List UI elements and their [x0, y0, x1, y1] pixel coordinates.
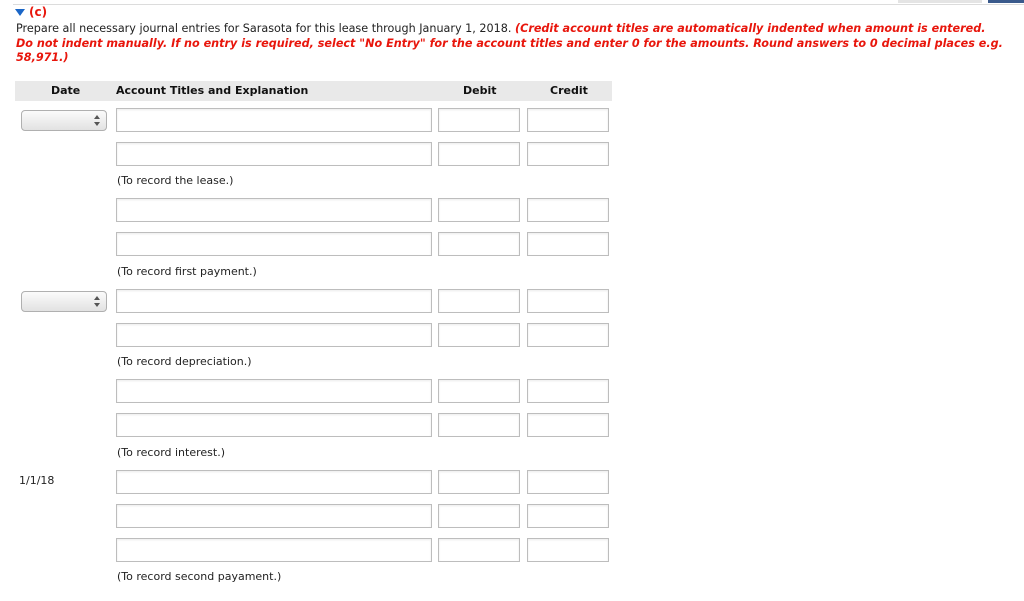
- date-select[interactable]: [21, 110, 107, 131]
- header-debit: Debit: [463, 84, 497, 97]
- instructions-text: Prepare all necessary journal entries for Sarasota for this lease through January 1, 2018.: [16, 22, 515, 35]
- table-header: [15, 81, 612, 101]
- instructions: [16, 22, 1006, 66]
- select-arrows-icon: [94, 115, 100, 126]
- account-input[interactable]: [116, 504, 432, 528]
- debit-input[interactable]: [438, 504, 520, 528]
- account-input[interactable]: [116, 198, 432, 222]
- date-select[interactable]: [21, 291, 107, 312]
- credit-input[interactable]: [527, 413, 609, 437]
- credit-input[interactable]: [527, 142, 609, 166]
- debit-input[interactable]: [438, 413, 520, 437]
- credit-input[interactable]: [527, 289, 609, 313]
- header-credit: Credit: [550, 84, 588, 97]
- entry-memo: (To record the lease.): [117, 174, 234, 187]
- section-toggle[interactable]: [15, 5, 47, 19]
- credit-input[interactable]: [527, 538, 609, 562]
- debit-input[interactable]: [438, 379, 520, 403]
- credit-input[interactable]: [527, 504, 609, 528]
- header-date: Date: [51, 84, 81, 97]
- top-tab-edge: [898, 0, 982, 3]
- account-input[interactable]: [116, 142, 432, 166]
- top-tab-edge-active: [988, 0, 1024, 3]
- debit-input[interactable]: [438, 289, 520, 313]
- entry-memo: (To record first payment.): [117, 265, 257, 278]
- account-input[interactable]: [116, 379, 432, 403]
- account-input[interactable]: [116, 323, 432, 347]
- entry-memo: (To record depreciation.): [117, 355, 252, 368]
- select-arrows-icon: [94, 296, 100, 307]
- section-label: (c): [29, 5, 48, 19]
- credit-input[interactable]: [527, 379, 609, 403]
- debit-input[interactable]: [438, 232, 520, 256]
- entry-memo: (To record second payament.): [117, 570, 282, 583]
- debit-input[interactable]: [438, 470, 520, 494]
- top-divider: [13, 4, 1024, 5]
- debit-input[interactable]: [438, 142, 520, 166]
- credit-input[interactable]: [527, 323, 609, 347]
- collapse-triangle-icon[interactable]: [15, 9, 25, 16]
- entry-date: 1/1/18: [19, 474, 55, 487]
- debit-input[interactable]: [438, 108, 520, 132]
- credit-input[interactable]: [527, 198, 609, 222]
- account-input[interactable]: [116, 232, 432, 256]
- account-input[interactable]: [116, 470, 432, 494]
- credit-input[interactable]: [527, 470, 609, 494]
- credit-input[interactable]: [527, 108, 609, 132]
- entry-memo: (To record interest.): [117, 446, 225, 459]
- debit-input[interactable]: [438, 323, 520, 347]
- account-input[interactable]: [116, 413, 432, 437]
- account-input[interactable]: [116, 108, 432, 132]
- account-input[interactable]: [116, 289, 432, 313]
- account-input[interactable]: [116, 538, 432, 562]
- header-account: Account Titles and Explanation: [116, 84, 309, 97]
- instructions-note: (Credit account titles are automatically indented when amount is entered. Do not indent manually. If no entry is required, select "No Entry" for the account titles and enter 0 for the amounts. Round answers to 0 decimal places e.g. 58,971.): [16, 22, 1003, 64]
- debit-input[interactable]: [438, 198, 520, 222]
- debit-input[interactable]: [438, 538, 520, 562]
- credit-input[interactable]: [527, 232, 609, 256]
